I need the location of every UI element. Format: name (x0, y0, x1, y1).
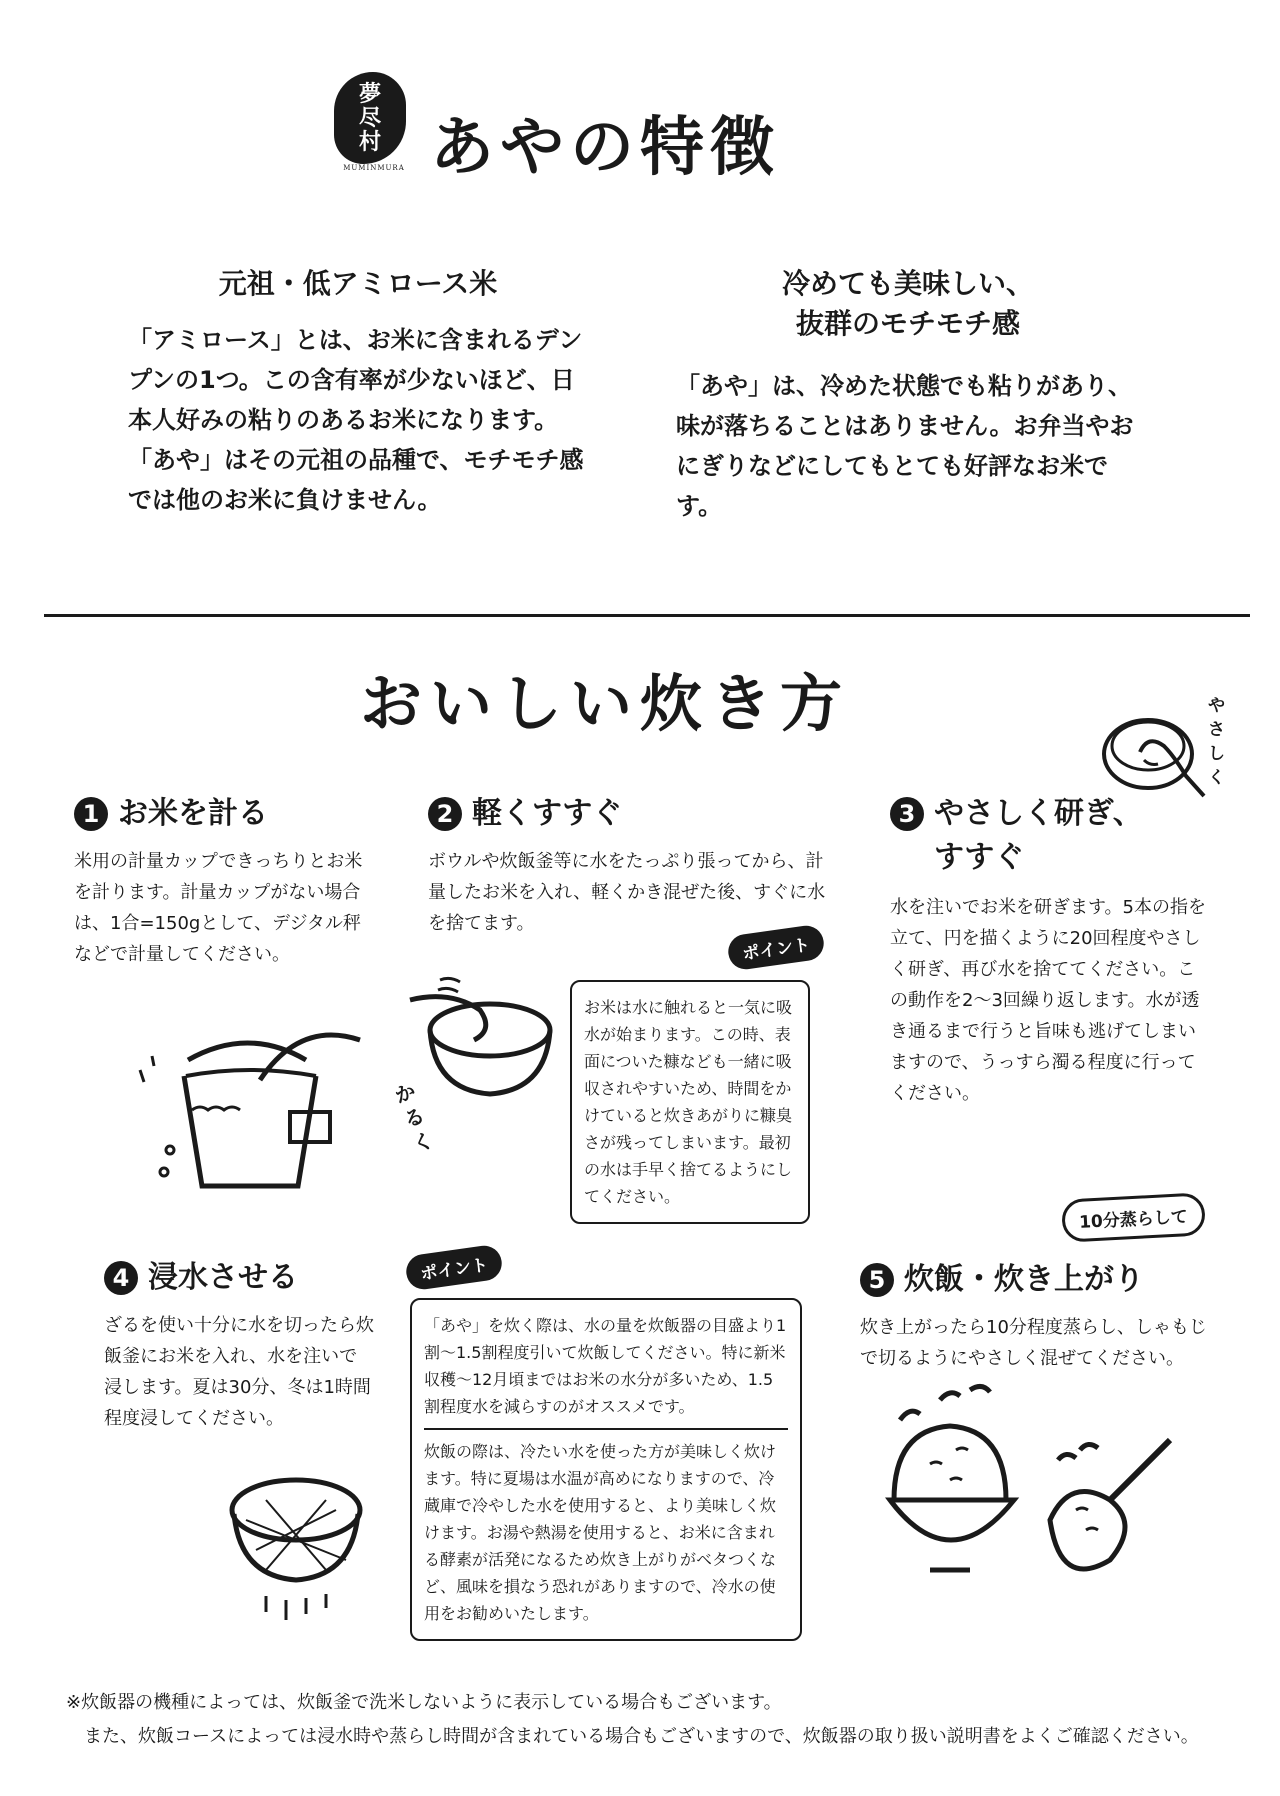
yasashiku-label: やさしく (1208, 696, 1225, 788)
feature-2-title-line: 抜群のモチモチ感 (795, 307, 1020, 340)
step-number: 5 (860, 1263, 894, 1297)
section-divider (44, 614, 1250, 617)
step-2 (428, 792, 828, 939)
logo-mark-line: 尽 (358, 105, 381, 131)
rice-bowl-icon (890, 1390, 1210, 1590)
logo (334, 72, 414, 172)
footer-note-1: ※炊飯器の機種によっては、炊飯釜で洗米しないように表示している場合もございます。 (66, 1692, 782, 1713)
step-2-title: 軽くすすぐ (472, 796, 623, 831)
point-box-1 (570, 980, 810, 1224)
step-1-title: お米を計る (118, 796, 268, 831)
feature-2 (676, 264, 1140, 526)
step-4-title: 浸水させる (148, 1260, 298, 1295)
steam-label-badge (1061, 1192, 1206, 1242)
karuku-label: かるく (391, 1078, 437, 1157)
page-title: あやの特徴 (430, 110, 780, 185)
point-box-2-text-1: 「あや」を炊く際は、水の量を炊飯器の目盛より1割～1.5割程度引いて炊飯してください。特に新米収穫～12月頃まではお米の水分が多いため、1.5割程度水を減らすのがオススメです。 (424, 1316, 787, 1416)
logo-mark (334, 72, 406, 164)
step-4 (104, 1256, 374, 1434)
point-tag: ポイント (404, 1243, 504, 1291)
step-5 (860, 1258, 1220, 1374)
step-3-title-line: やさしく研ぎ、 (934, 796, 1143, 831)
step-2-heading (428, 792, 828, 836)
step-1-body: 米用の計量カップできっちりとお米を計ります。計量カップがない場合は、1合=150gとして、デジタル秤などで計量してください。 (74, 851, 363, 965)
step-number: 1 (74, 797, 108, 831)
step-3-heading (890, 792, 1210, 836)
point-tag: ポイント (726, 923, 826, 971)
step-number: 4 (104, 1261, 138, 1295)
point-box-separator (424, 1428, 788, 1430)
footer-note-2: また、炊飯コースによっては浸水時や蒸らし時間が含まれている場合もございますので、炊飯器の取り扱い説明書をよくご確認ください。 (84, 1726, 1199, 1747)
logo-mark-line: 夢 (358, 81, 381, 107)
bowl-rinse-icon (410, 980, 560, 1100)
logo-subtitle: MUMINMURA (343, 164, 405, 172)
step-3 (890, 792, 1210, 1109)
feature-1-title: 元祖・低アミロース米 (218, 267, 498, 300)
feature-2-title-line: 冷めても美味しい、 (781, 267, 1034, 300)
point-box-2 (410, 1298, 802, 1641)
feature-1-body: 「アミロース」とは、お米に含まれるデンプンの1つ。この含有率が少ないほど、日本人好みの粘りのあるお米になります。「あや」はその元祖の品種で、モチモチ感では他のお米に負けません。 (128, 326, 584, 514)
step-5-heading (860, 1258, 1220, 1302)
step-5-body: 炊き上がったら10分程度蒸らし、しゃもじで切るようにやさしく混ぜてください。 (860, 1317, 1207, 1369)
step-1-heading (74, 792, 374, 836)
step-1 (74, 792, 374, 970)
point-box-1-text: お米は水に触れると一気に吸水が始まります。この時、表面についた糠なども一緒に吸収されやすいため、時間をかけていると炊きあがりに糠臭さが残ってしまいます。最初の水は手早く捨てるようにしてください。 (584, 998, 793, 1206)
step-3-title-line: すすぐ (934, 840, 1025, 875)
point-box-2-text-2: 炊飯の際は、冷たい水を使った方が美味しく炊けます。特に夏場は水温が高めになりますので、冷蔵庫で冷やした水を使用すると、より美味しく炊けます。お湯や熱湯を使用すると、お米に含まれる酵素が活発になるため炊き上がりがベタつくなど、風味を損なう恐れがありますので、冷水の使用をお勧めいたします。 (424, 1442, 777, 1623)
step-3-body: 水を注いでお米を研ぎます。5本の指を立て、円を描くように20回程度やさしく研ぎ、再び水を捨ててください。この動作を2～3回繰り返します。水が透き通るまで行うと旨味も逃げてしまいますので、うっすら濁る程度に行ってください。 (890, 897, 1207, 1104)
step-number: 2 (428, 797, 462, 831)
section-title: おいしい炊き方 (360, 667, 851, 740)
feature-1 (128, 264, 588, 520)
logo-mark-line: 村 (358, 129, 381, 155)
step-5-title: 炊飯・炊き上がり (904, 1262, 1144, 1297)
step-number: 3 (890, 797, 924, 831)
step-2-body: ボウルや炊飯釜等に水をたっぷり張ってから、計量したお米を入れ、軽くかき混ぜた後、すぐに水を捨てます。 (428, 851, 826, 934)
feature-2-body: 「あや」は、冷めた状態でも粘りがあり、味が落ちることはありません。お弁当やおにぎりなどにしてもとても好評なお米です。 (676, 372, 1134, 520)
steam-label: 10分蒸らして (1061, 1192, 1206, 1242)
step-4-heading (104, 1256, 374, 1300)
colander-icon (226, 1470, 366, 1640)
measuring-cup-icon (140, 1020, 360, 1200)
step-4-body: ざるを使い十分に水を切ったら炊飯釜にお米を入れ、水を注いで浸します。夏は30分、冬は1時間程度浸してください。 (104, 1315, 374, 1429)
